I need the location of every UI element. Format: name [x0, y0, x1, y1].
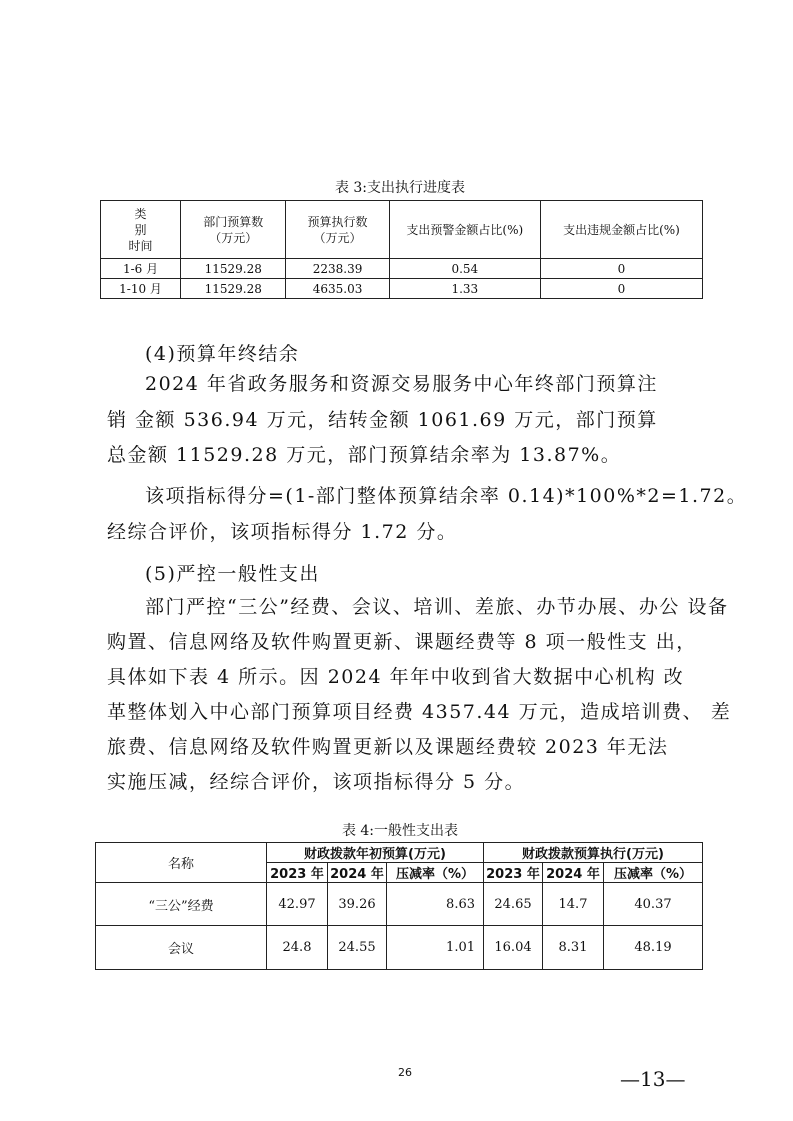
- table3-header-row: [101, 201, 703, 259]
- table4-cell-value: 42.97: [267, 883, 328, 926]
- table-row: [101, 259, 703, 279]
- section5-heading: (5)严控一般性支出: [145, 563, 320, 585]
- table4-cell-value: 24.8: [267, 926, 328, 970]
- section4-line: 销 金额 536.94 万元，结转金额 1061.69 万元，部门预算: [107, 409, 658, 431]
- section5-line: 购置、信息网络及软件购置更新、课题经费等 8 项一般性支 出，: [107, 631, 697, 653]
- table4-header-row: [96, 843, 703, 863]
- section4-heading: (4)预算年终结余: [145, 343, 300, 365]
- table3-cell-exec: 2238.39: [286, 259, 389, 279]
- table4-cell-value: 1.01: [387, 926, 484, 970]
- table3-cell-budget: 11529.28: [181, 279, 286, 299]
- table4-caption: 表 4:一般性支出表: [341, 823, 459, 839]
- table3-cell-warn: 0.54: [389, 259, 540, 279]
- table4-subheader: 2024 年: [328, 863, 387, 883]
- table-row: [101, 279, 703, 299]
- table3-cell-violation: 0: [540, 279, 702, 299]
- table4-subheader: 2024 年: [543, 863, 604, 883]
- table3-caption: 表 3:支出执行进度表: [334, 180, 466, 196]
- general-expenditure-table: [95, 842, 703, 970]
- table4-subheader: 2023 年: [484, 863, 543, 883]
- table3-header-exec: 预算执行数 （万元）: [286, 201, 389, 259]
- table4-subheader: 压减率（%）: [604, 863, 703, 883]
- table-row: [96, 926, 703, 970]
- table4-cell-name: “三公”经费: [96, 883, 267, 926]
- table4-cell-value: 39.26: [328, 883, 387, 926]
- section4-line: 2024 年省政务服务和资源交易服务中心年终部门预算注: [145, 373, 658, 395]
- table3-cell-violation: 0: [540, 259, 702, 279]
- table3-header-warn: 支出预警金额占比(%): [389, 201, 540, 259]
- table4-cell-value: 48.19: [604, 926, 703, 970]
- section4-line: 总金额 11529.28 万元，部门预算结余率为 13.87%。: [107, 444, 622, 466]
- section5-line: 旅费、信息网络及软件购置更新以及课题经费较 2023 年无法: [107, 736, 669, 758]
- table4-cell-value: 8.31: [543, 926, 604, 970]
- table4-header-name: 名称: [96, 843, 267, 883]
- table3-cell-period: 1-6 月: [101, 259, 181, 279]
- table4-subheader: 2023 年: [267, 863, 328, 883]
- source-page-number: 26: [398, 1066, 412, 1079]
- section5-line: 部门严控“三公”经费、会议、培训、差旅、办节办展、办公 设备: [145, 596, 729, 618]
- table4-header-group-budget-execution: 财政拨款预算执行(万元): [484, 843, 703, 863]
- table4-cell-value: 14.7: [543, 883, 604, 926]
- table3-cell-budget: 11529.28: [181, 259, 286, 279]
- table4-subheader: 压减率（%）: [387, 863, 484, 883]
- table3-header-budget: 部门预算数 （万元）: [181, 201, 286, 259]
- table4-cell-value: 16.04: [484, 926, 543, 970]
- table3-cell-period: 1-10 月: [101, 279, 181, 299]
- table4-cell-name: 会议: [96, 926, 267, 970]
- table-row: [96, 883, 703, 926]
- section4-score-line: 经综合评价，该项指标得分 1.72 分。: [107, 521, 458, 543]
- table3-header-violation: 支出违规金额占比(%): [540, 201, 702, 259]
- table4-cell-value: 24.55: [328, 926, 387, 970]
- section5-line: 实施压减，经综合评价，该项指标得分 5 分。: [107, 771, 526, 793]
- expenditure-progress-table: [100, 200, 703, 299]
- table4-cell-value: 24.65: [484, 883, 543, 926]
- table3-cell-warn: 1.33: [389, 279, 540, 299]
- section5-line: 具体如下表 4 所示。因 2024 年年中收到省大数据中心机构 改: [107, 666, 685, 688]
- table3-header-category: 类 别 时间: [101, 201, 181, 259]
- table4-cell-value: 8.63: [387, 883, 484, 926]
- section4-score-line: 该项指标得分=(1-部门整体预算结余率 0.14)*100%*2=1.72。: [145, 485, 748, 507]
- page-number: —13—: [620, 1067, 686, 1091]
- table3-cell-exec: 4635.03: [286, 279, 389, 299]
- table4-cell-value: 40.37: [604, 883, 703, 926]
- table4-header-group-initial-budget: 财政拨款年初预算(万元): [267, 843, 484, 863]
- section5-line: 革整体划入中心部门预算项目经费 4357.44 万元，造成培训费、 差: [107, 701, 732, 723]
